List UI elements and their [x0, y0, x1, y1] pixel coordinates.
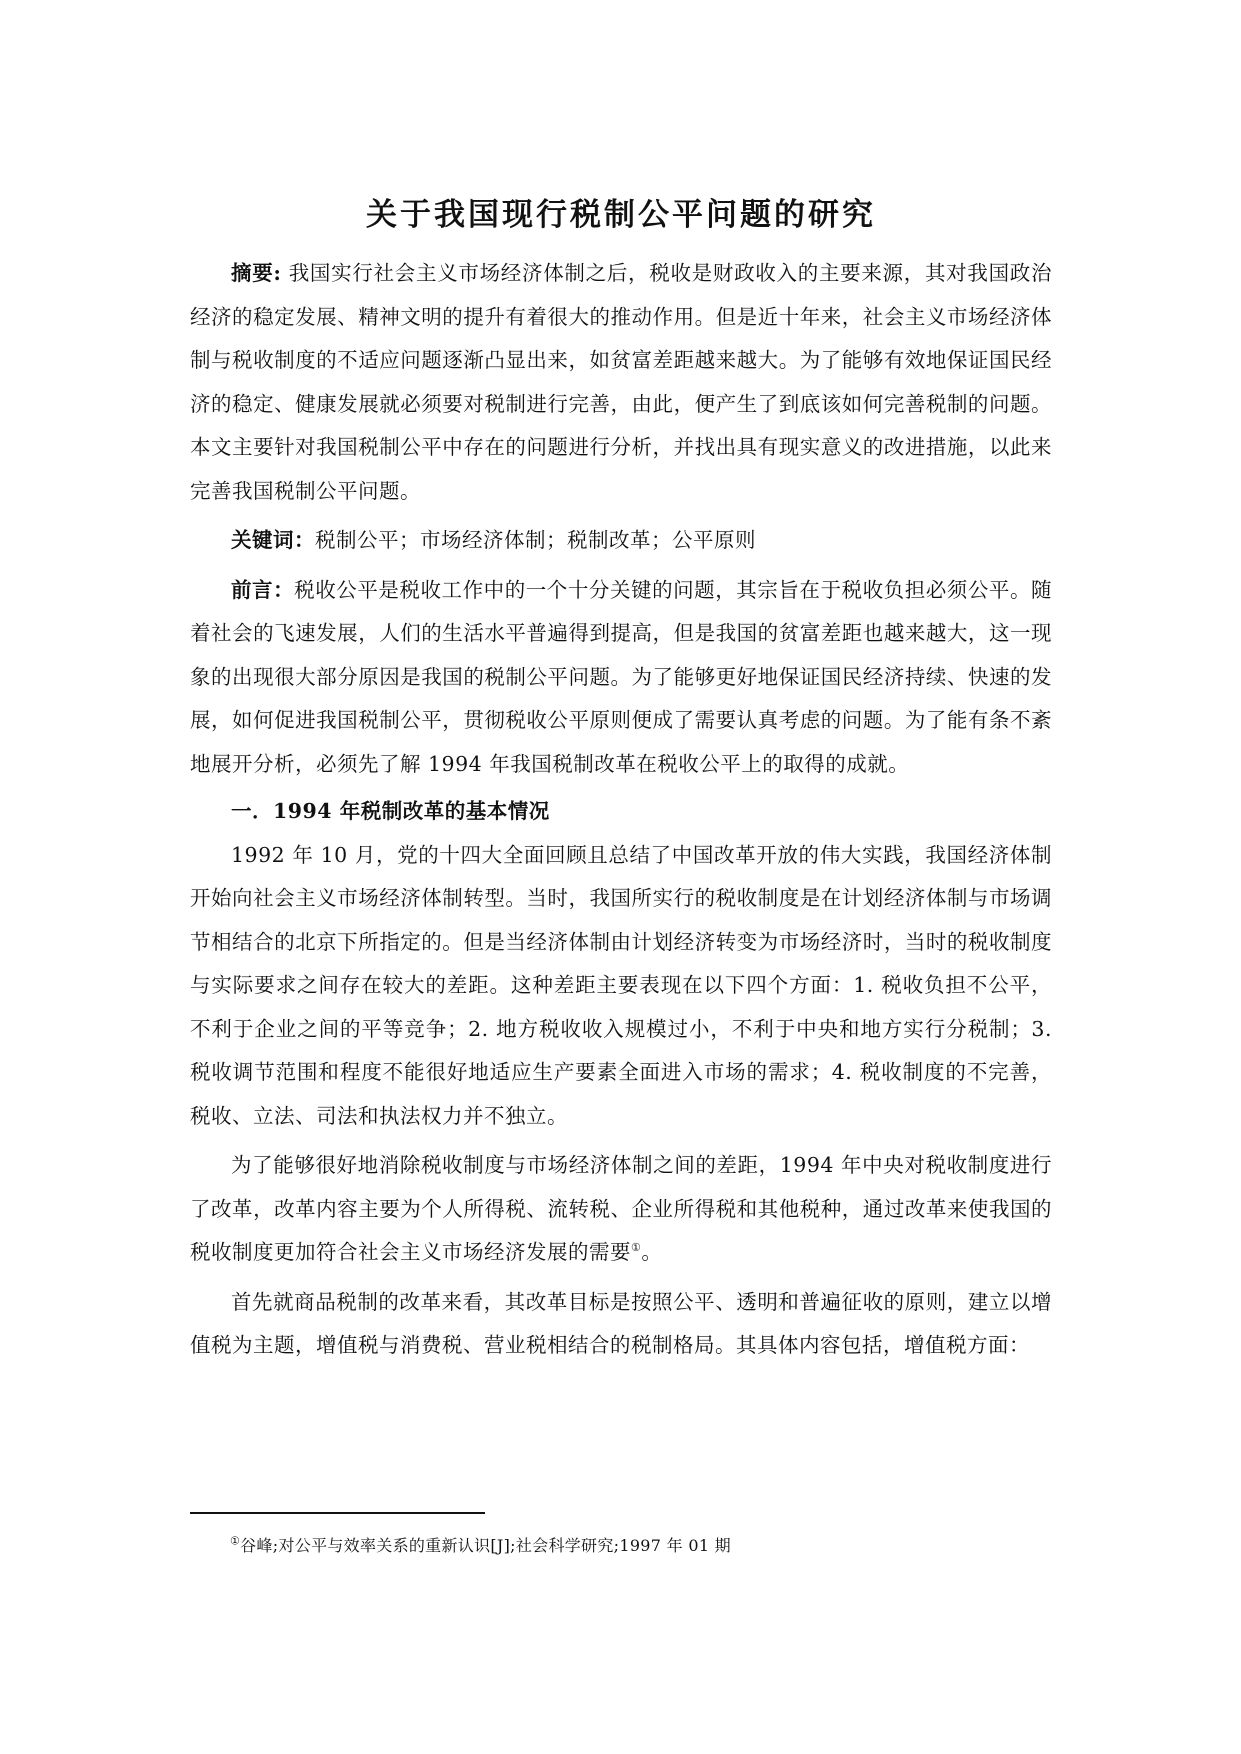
body-paragraph-text: 为了能够很好地消除税收制度与市场经济体制之间的差距，1994 年中央对税收制度进行了改革，改革内容主要为个人所得税、流转税、企业所得税和其他税种，通过改革来使我国的税收制度更加符合社会主义市场经济发展的需要: [190, 1153, 1052, 1264]
footnote-reference[interactable]: ①: [631, 1241, 642, 1255]
keywords-text: 税制公平；市场经济体制；税制改革；公平原则: [315, 528, 756, 552]
abstract-paragraph: [190, 252, 1052, 513]
page-title: 关于我国现行税制公平问题的研究: [366, 197, 876, 233]
footnote: [230, 1534, 731, 1558]
footnote-text: 谷峰;对公平与效率关系的重新认识[J];社会科学研究;1997 年 01 期: [240, 1536, 731, 1555]
body-paragraph: 首先就商品税制的改革来看，其改革目标是按照公平、透明和普遍征收的原则，建立以增值税为主题，增值税与消费税、营业税相结合的税制格局。其具体内容包括，增值税方面：: [190, 1289, 1052, 1357]
abstract-text: 我国实行社会主义市场经济体制之后，税收是财政收入的主要来源，其对我国政治经济的稳定发展、精神文明的提升有着很大的推动作用。但是近十年来，社会主义市场经济体制与税收制度的不适应问题逐渐凸显出来，如贫富差距越来越大。为了能够有效地保证国民经济的稳定、健康发展就必须要对税制进行完善，由此，便产生了到底该如何完善税制的问题。本文主要针对我国税制公平中存在的问题进行分析，并找出具有现实意义的改进措施，以此来完善我国税制公平问题。: [190, 261, 1052, 503]
preface-label: 前言：: [231, 577, 295, 602]
section-heading: 一．1994 年税制改革的基本情况: [231, 799, 550, 823]
abstract-label: 摘要:: [231, 261, 282, 285]
keywords-label: 关键词：: [231, 528, 315, 552]
keywords-paragraph: [190, 519, 1052, 563]
body-paragraph-end: 。: [641, 1240, 663, 1264]
preface-paragraph: [190, 569, 1052, 787]
preface-text: 税收公平是税收工作中的一个十分关键的问题，其宗旨在于税收负担必须公平。随着社会的飞速发展，人们的生活水平普遍得到提高，但是我国的贫富差距也越来越大，这一现象的出现很大部分原因是我国的税制公平问题。为了能够更好地保证国民经济持续、快速的发展，如何促进我国税制公平，贯彻税收公平原则便成了需要认真考虑的问题。为了能有条不紊地展开分析，必须先了解 1994 年我国税制改革在税收公平上的取得的成就。: [190, 577, 1053, 776]
footnote-divider: [190, 1512, 485, 1514]
page-content: [190, 190, 1052, 1368]
body-paragraph: 1992 年 10 月，党的十四大全面回顾且总结了中国改革开放的伟大实践，我国经济体制开始向社会主义市场经济体制转型。当时，我国所实行的税收制度是在计划经济体制与市场调节相结合的北京下所指定的。但是当经济体制由计划经济转变为市场经济时，当时的税收制度与实际要求之间存在较大的差距。这种差距主要表现在以下四个方面：1. 税收负担不公平，不利于企业之间的平等竞争；2. 地方税收收入规模过小，不利于中央和地方实行分税制；3. 税收调节范围和程度不能很好地适应生产要素全面进入市场的需求；4. 税收制度的不完善，税收、立法、司法和执法权力并不独立。: [190, 842, 1052, 1128]
footnote-marker: ①: [230, 1534, 241, 1548]
body-paragraph: [190, 1144, 1052, 1275]
